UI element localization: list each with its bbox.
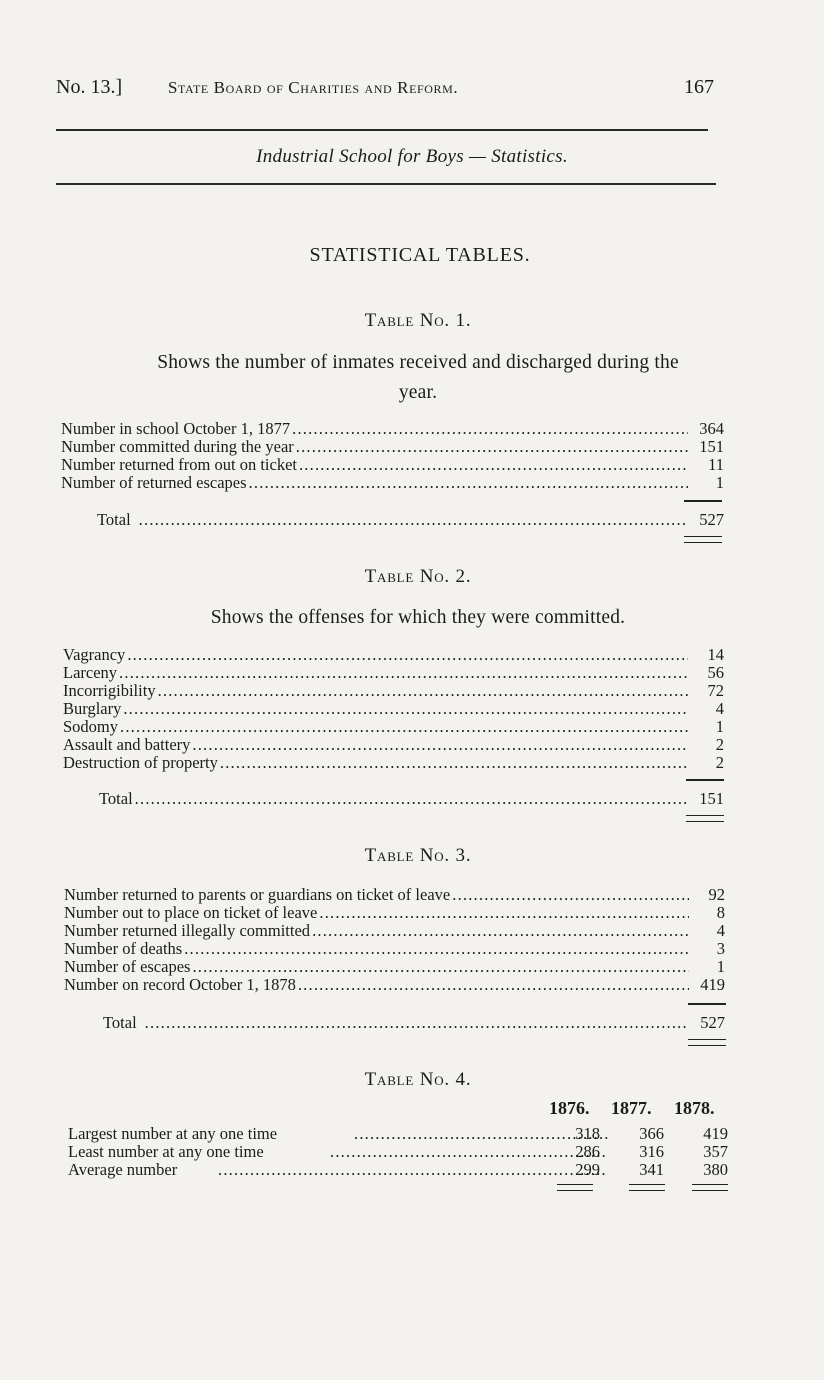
header-rule-top (56, 129, 708, 131)
value-1876: 318 (575, 1124, 600, 1143)
row-label: Destruction of property (63, 753, 218, 772)
double-rule (688, 1039, 726, 1046)
table-row (64, 904, 725, 922)
row-label: Average number (68, 1160, 178, 1179)
table3-title: Table No. 3. (364, 845, 472, 866)
row-label: Burglary (63, 699, 122, 718)
table3-total-row (103, 1013, 725, 1033)
value-1878: 380 (703, 1160, 728, 1179)
header-title: State Board of Charities and Reform. (168, 78, 459, 97)
table-row (68, 1160, 728, 1178)
row-value: 419 (700, 975, 725, 994)
row-label: Number committed during the year (61, 437, 294, 456)
value-1878: 419 (703, 1124, 728, 1143)
double-rule (629, 1184, 665, 1191)
table-row (64, 886, 725, 904)
row-value: 364 (699, 419, 724, 438)
row-value: 72 (707, 681, 724, 700)
total-value: 527 (700, 1013, 725, 1032)
row-value: 4 (715, 699, 724, 718)
row-label: Number in school October 1, 1877 (61, 419, 291, 438)
row-value: 92 (708, 885, 725, 904)
row-label: Number of escapes (64, 957, 191, 976)
page-number: 167 (684, 76, 714, 98)
table3-rows (64, 886, 725, 994)
main-title: STATISTICAL TABLES. (309, 244, 531, 266)
row-label: Number returned to parents or guardians on ticket of leave (64, 885, 451, 904)
row-value: 56 (707, 663, 724, 682)
year-header: 1877. (611, 1098, 652, 1118)
row-value: 1 (715, 473, 724, 492)
section-subtitle: Industrial School for Boys — Statistics. (256, 146, 568, 167)
total-label: Total (99, 789, 133, 808)
row-value: 2 (715, 753, 724, 772)
row-value: 4 (716, 921, 725, 940)
double-rule (686, 815, 724, 822)
row-label: Incorrigibility (63, 681, 156, 700)
double-rule (684, 536, 722, 543)
value-1877: 366 (639, 1124, 664, 1143)
row-label: Number returned from out on ticket (61, 455, 297, 474)
row-label: Largest number at any one time (68, 1124, 278, 1143)
table2-total-row (99, 789, 724, 809)
sum-line (686, 779, 724, 781)
year-header: 1876. (549, 1098, 590, 1118)
table-row (64, 976, 725, 994)
total-label: Total (103, 1013, 137, 1032)
table-row (63, 718, 724, 736)
row-label: Number out to place on ticket of leave (64, 903, 318, 922)
table4-title: Table No. 4. (364, 1069, 472, 1090)
table2-rows (63, 646, 724, 772)
row-label: Number of returned escapes (61, 473, 247, 492)
table-row (68, 1124, 728, 1142)
total-value: 151 (699, 789, 724, 808)
table-row (64, 922, 725, 940)
table-row (63, 682, 724, 700)
sum-line (688, 1003, 726, 1005)
row-value: 11 (708, 455, 724, 474)
table1-total-row (97, 510, 724, 530)
row-value: 1 (715, 717, 724, 736)
row-label: Number returned illegally committed (64, 921, 311, 940)
table1-rows (61, 420, 724, 492)
value-1877: 341 (639, 1160, 664, 1179)
table2-title: Table No. 2. (364, 566, 472, 587)
row-value: 8 (716, 903, 725, 922)
header-rule-bottom (56, 183, 716, 185)
row-value: 151 (699, 437, 724, 456)
row-label: Assault and battery (63, 735, 191, 754)
table-row (63, 700, 724, 718)
table-row (63, 754, 724, 772)
total-value: 527 (699, 510, 724, 529)
row-label: Sodomy (63, 717, 119, 736)
table1-title: Table No. 1. (364, 310, 472, 331)
total-label: Total (97, 510, 131, 529)
row-label: Larceny (63, 663, 118, 682)
table-row (63, 664, 724, 682)
table1-description-line2: year. (398, 382, 438, 403)
value-1876: 299 (575, 1160, 600, 1179)
row-value: 1 (716, 957, 725, 976)
row-value: 2 (715, 735, 724, 754)
row-value: 3 (716, 939, 725, 958)
row-label: Vagrancy (63, 645, 126, 664)
table-row (64, 958, 725, 976)
table2-description: Shows the offenses for which they were committed. (210, 607, 626, 628)
sum-line (684, 500, 722, 502)
row-label: Number of deaths (64, 939, 183, 958)
row-value: 14 (707, 645, 724, 664)
table-row (68, 1142, 728, 1160)
year-header: 1878. (674, 1098, 715, 1118)
table-row (61, 420, 724, 438)
value-1876: 286 (575, 1142, 600, 1161)
table-row (61, 438, 724, 456)
double-rule (557, 1184, 593, 1191)
row-label: Least number at any one time (68, 1142, 264, 1161)
table-row (61, 474, 724, 492)
value-1877: 316 (639, 1142, 664, 1161)
row-label: Number on record October 1, 1878 (64, 975, 296, 994)
table-row (63, 736, 724, 754)
running-header (56, 76, 716, 106)
table4-year-headers (0, 1098, 824, 1120)
table1-description-line1: Shows the number of inmates received and discharged during the (157, 352, 679, 373)
value-1878: 357 (703, 1142, 728, 1161)
table-row (64, 940, 725, 958)
document-number: No. 13.] (56, 76, 123, 98)
double-rule (692, 1184, 728, 1191)
table-row (63, 646, 724, 664)
table-row (61, 456, 724, 474)
